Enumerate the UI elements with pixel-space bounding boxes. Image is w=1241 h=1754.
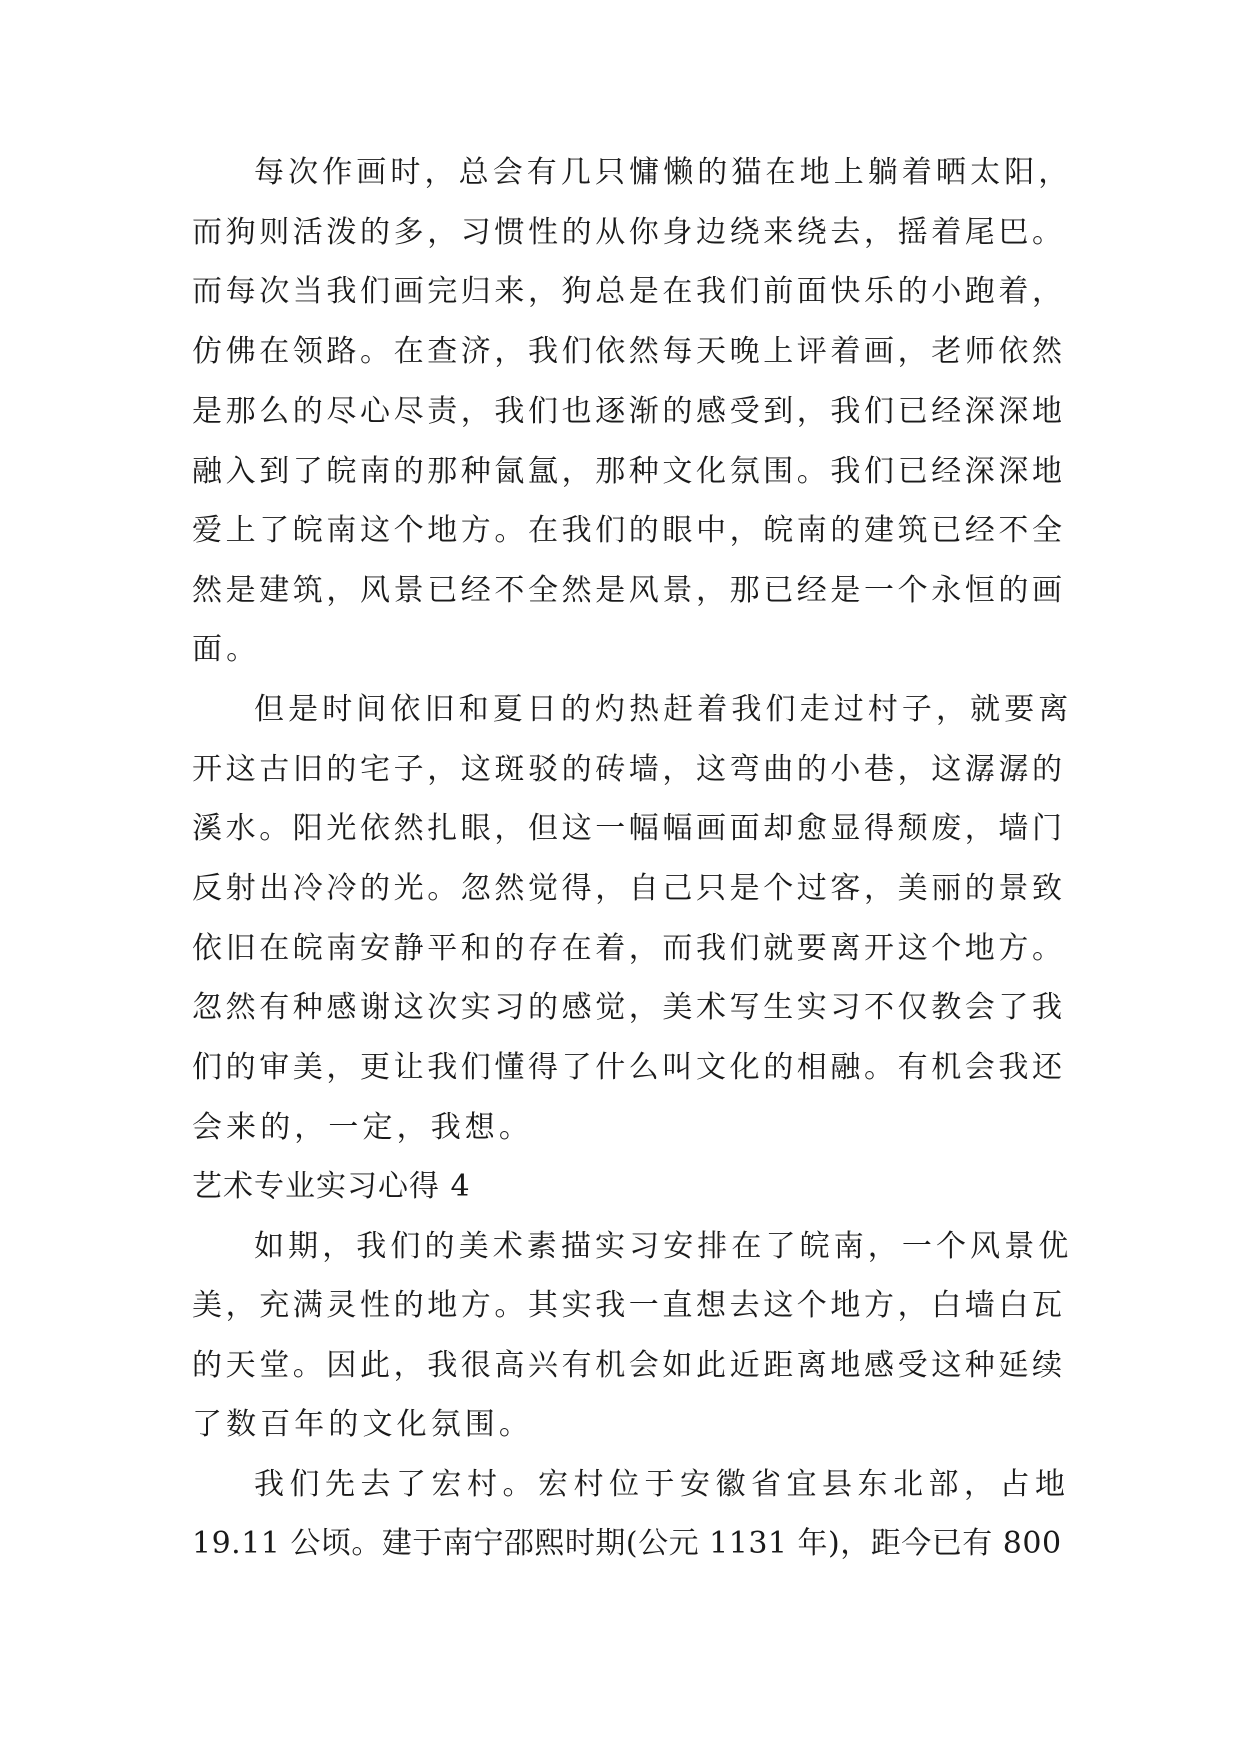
paragraph-1-line-1: 每次作画时，总会有几只慵懒的猫在地上躺着晒太阳，	[254, 155, 1073, 190]
paragraph-4-line-1: 我们先去了宏村。宏村位于安徽省宜县东北部，占地	[254, 1467, 1071, 1502]
paragraph-1-line-9: 面。	[192, 632, 261, 667]
paragraph-2-line-3: 溪水。阳光依然扎眼，但这一幅幅画面却愈显得颓废，墙门	[192, 811, 1066, 846]
paragraph-2-line-5: 依旧在皖南安静平和的存在着，而我们就要离开这个地方。	[192, 931, 1066, 966]
paragraph-3-line-4: 了数百年的文化氛围。	[192, 1407, 533, 1442]
paragraph-4-line-2: 19.11 公顷。建于南宁邵熙时期(公元 1131 年)，距今已有 800	[192, 1526, 1062, 1561]
paragraph-3-line-2: 美，充满灵性的地方。其实我一直想去这个地方，白墙白瓦	[192, 1288, 1066, 1323]
paragraph-1-line-2: 而狗则活泼的多，习惯性的从你身边绕来绕去，摇着尾巴。	[192, 215, 1066, 250]
section-title: 艺术专业实习心得 4	[192, 1169, 471, 1204]
paragraph-1-line-8: 然是建筑，风景已经不全然是风景，那已经是一个永恒的画	[192, 573, 1066, 608]
paragraph-2-line-2: 开这古旧的宅子，这斑驳的砖墙，这弯曲的小巷，这潺潺的	[192, 752, 1066, 787]
paragraph-1-line-5: 是那么的尽心尽责，我们也逐渐的感受到，我们已经深深地	[192, 394, 1066, 429]
paragraph-3-line-1: 如期，我们的美术素描实习安排在了皖南，一个风景优	[254, 1229, 1073, 1264]
paragraph-2-line-7: 们的审美，更让我们懂得了什么叫文化的相融。有机会我还	[192, 1050, 1066, 1085]
paragraph-1-line-7: 爱上了皖南这个地方。在我们的眼中，皖南的建筑已经不全	[192, 513, 1066, 548]
paragraph-2-line-4: 反射出冷冷的光。忽然觉得，自己只是个过客，美丽的景致	[192, 871, 1066, 906]
paragraph-1-line-4: 仿佛在领路。在查济，我们依然每天晚上评着画，老师依然	[192, 334, 1066, 369]
paragraph-2-line-6: 忽然有种感谢这次实习的感觉，美术写生实习不仅教会了我	[192, 990, 1066, 1025]
paragraph-2-line-8: 会来的，一定，我想。	[192, 1110, 533, 1145]
paragraph-1-line-6: 融入到了皖南的那种氤氲，那种文化氛围。我们已经深深地	[192, 454, 1066, 489]
paragraph-2-line-1: 但是时间依旧和夏日的灼热赶着我们走过村子，就要离	[254, 692, 1073, 727]
paragraph-3-line-3: 的天堂。因此，我很高兴有机会如此近距离地感受这种延续	[192, 1348, 1066, 1383]
paragraph-1-line-3: 而每次当我们画完归来，狗总是在我们前面快乐的小跑着，	[192, 274, 1066, 309]
